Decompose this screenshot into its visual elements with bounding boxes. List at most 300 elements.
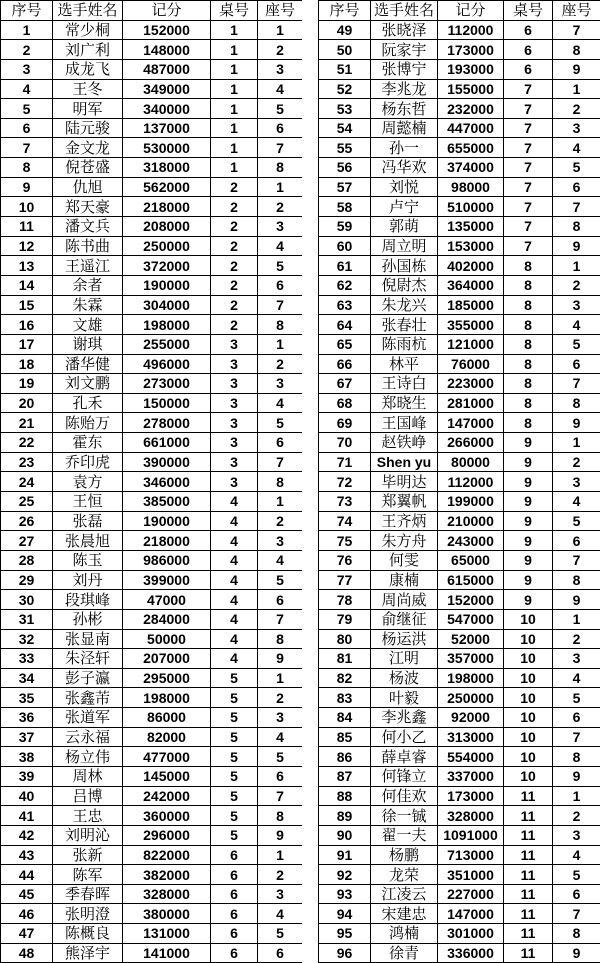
cell-table-number: 6 [504,59,553,79]
table-row [1,570,303,590]
cell-table-number: 8 [504,374,553,394]
cell-table-number: 4 [211,492,258,512]
table-row [1,374,303,394]
cell-player-name: 徐青 [371,943,438,963]
cell-index: 8 [1,158,53,178]
cell-table-number: 7 [504,158,553,178]
cell-score: 266000 [438,433,504,453]
table-row [1,472,303,492]
cell-index: 44 [1,865,53,885]
cell-score: 208000 [123,217,211,237]
cell-seat-number: 6 [258,766,303,786]
table-row [1,158,303,178]
cell-player-name: 朱龙兴 [371,295,438,315]
cell-index: 81 [319,649,371,669]
cell-table-number: 1 [211,20,258,40]
table-row [1,99,303,119]
cell-seat-number: 1 [258,668,303,688]
cell-score: 98000 [438,177,504,197]
cell-seat-number: 8 [553,924,600,944]
cell-table-number: 2 [211,177,258,197]
cell-player-name: 成龙飞 [53,59,123,79]
cell-player-name: 薛卓睿 [371,747,438,767]
cell-score: 355000 [438,315,504,335]
cell-seat-number: 2 [258,511,303,531]
cell-seat-number: 7 [553,197,600,217]
table-row [1,433,303,453]
table-row [1,550,303,570]
cell-index: 22 [1,433,53,453]
cell-seat-number: 8 [553,217,600,237]
cell-seat-number: 6 [553,884,600,904]
cell-score: 198000 [123,688,211,708]
table-row [1,708,303,728]
cell-player-name: 潘华健 [53,354,123,374]
cell-player-name: 张明澄 [53,904,123,924]
cell-score: 155000 [438,79,504,99]
cell-table-number: 1 [211,40,258,60]
cell-table-number: 6 [211,924,258,944]
cell-index: 7 [1,138,53,158]
table-row [1,511,303,531]
cell-seat-number: 1 [553,256,600,276]
cell-table-number: 5 [211,766,258,786]
cell-table-number: 2 [211,197,258,217]
table-row [319,550,600,570]
cell-seat-number: 1 [553,786,600,806]
table-row [1,413,303,433]
cell-index: 47 [1,924,53,944]
cell-table-number: 3 [211,354,258,374]
cell-seat-number: 8 [258,315,303,335]
table-row [319,688,600,708]
cell-seat-number: 5 [258,256,303,276]
cell-table-number: 9 [504,550,553,570]
cell-seat-number: 4 [258,727,303,747]
table-body-left [1,20,303,963]
cell-index: 39 [1,766,53,786]
cell-index: 17 [1,334,53,354]
cell-seat-number: 6 [553,354,600,374]
cell-table-number: 5 [211,727,258,747]
table-row [319,472,600,492]
cell-index: 56 [319,158,371,178]
cell-score: 223000 [438,374,504,394]
cell-index: 73 [319,492,371,512]
header-row [319,1,600,21]
cell-table-number: 10 [504,727,553,747]
cell-player-name: 陈雨杭 [371,334,438,354]
cell-player-name: 周立明 [371,236,438,256]
cell-index: 36 [1,708,53,728]
table-row [319,668,600,688]
cell-table-number: 10 [504,766,553,786]
cell-index: 30 [1,590,53,610]
cell-index: 64 [319,315,371,335]
cell-index: 20 [1,393,53,413]
cell-index: 76 [319,550,371,570]
cell-table-number: 9 [504,452,553,472]
cell-player-name: 翟一夫 [371,825,438,845]
cell-index: 19 [1,374,53,394]
cell-index: 82 [319,668,371,688]
cell-seat-number: 2 [553,452,600,472]
cell-player-name: 杨波 [371,668,438,688]
table-row [319,177,600,197]
cell-table-number: 3 [211,452,258,472]
cell-table-number: 8 [504,275,553,295]
cell-index: 6 [1,118,53,138]
cell-seat-number: 8 [258,472,303,492]
table-row [319,393,600,413]
table-gap [302,0,318,963]
cell-seat-number: 2 [553,99,600,119]
cell-seat-number: 2 [258,688,303,708]
cell-seat-number: 9 [553,943,600,963]
cell-player-name: 孙国栋 [371,256,438,276]
cell-player-name: 朱泾轩 [53,649,123,669]
table-row [1,393,303,413]
table-row [319,452,600,472]
cell-index: 34 [1,668,53,688]
table-row [319,374,600,394]
cell-table-number: 7 [504,138,553,158]
cell-player-name: 俞继征 [371,609,438,629]
table-row [319,158,600,178]
table-row [319,865,600,885]
cell-player-name: 潘文兵 [53,217,123,237]
cell-score: 713000 [438,845,504,865]
table-row [1,20,303,40]
cell-score: 402000 [438,256,504,276]
cell-index: 27 [1,531,53,551]
cell-table-number: 4 [211,649,258,669]
cell-index: 93 [319,884,371,904]
cell-score: 52000 [438,629,504,649]
cell-index: 77 [319,570,371,590]
table-row [1,217,303,237]
cell-player-name: 王诗白 [371,374,438,394]
cell-seat-number: 4 [258,393,303,413]
cell-index: 21 [1,413,53,433]
cell-index: 4 [1,79,53,99]
cell-score: 547000 [438,609,504,629]
cell-score: 190000 [123,511,211,531]
cell-player-name: 杨东哲 [371,99,438,119]
cell-player-name: 阮家宇 [371,40,438,60]
cell-index: 1 [1,20,53,40]
cell-seat-number: 6 [258,275,303,295]
cell-index: 65 [319,334,371,354]
cell-seat-number: 3 [553,472,600,492]
cell-seat-number: 7 [258,138,303,158]
cell-score: 193000 [438,59,504,79]
cell-table-number: 9 [504,590,553,610]
cell-seat-number: 3 [258,59,303,79]
cell-table-number: 5 [211,825,258,845]
table-row [1,609,303,629]
cell-score: 145000 [123,766,211,786]
cell-index: 12 [1,236,53,256]
cell-score: 399000 [123,570,211,590]
cell-score: 242000 [123,786,211,806]
cell-seat-number: 4 [258,236,303,256]
cell-score: 346000 [123,472,211,492]
header-row [1,1,303,21]
cell-player-name: 何锋立 [371,766,438,786]
cell-index: 45 [1,884,53,904]
cell-score: 198000 [438,668,504,688]
cell-seat-number: 5 [553,688,600,708]
cell-seat-number: 7 [553,904,600,924]
table-row [319,275,600,295]
cell-score: 47000 [123,590,211,610]
table-row [319,629,600,649]
cell-player-name: 赵铁峥 [371,433,438,453]
table-row [319,99,600,119]
cell-seat-number: 5 [258,570,303,590]
cell-index: 66 [319,354,371,374]
cell-table-number: 11 [504,806,553,826]
cell-player-name: 杨鹏 [371,845,438,865]
cell-index: 28 [1,550,53,570]
cell-index: 67 [319,374,371,394]
cell-player-name: 杨立伟 [53,747,123,767]
cell-index: 26 [1,511,53,531]
cell-table-number: 7 [504,99,553,119]
cell-score: 227000 [438,884,504,904]
cell-seat-number: 1 [553,433,600,453]
cell-score: 301000 [438,924,504,944]
table-row [1,590,303,610]
cell-index: 89 [319,806,371,826]
table-row [1,629,303,649]
cell-table-number: 3 [211,433,258,453]
cell-score: 80000 [438,452,504,472]
cell-seat-number: 1 [258,20,303,40]
cell-seat-number: 7 [258,295,303,315]
table-row [1,315,303,335]
cell-seat-number: 4 [553,845,600,865]
cell-player-name: 卢宁 [371,197,438,217]
table-row [1,256,303,276]
cell-score: 337000 [438,766,504,786]
cell-score: 152000 [438,590,504,610]
cell-player-name: 鸿楠 [371,924,438,944]
table-row [319,786,600,806]
cell-index: 83 [319,688,371,708]
table-row [1,177,303,197]
cell-seat-number: 1 [553,609,600,629]
cell-seat-number: 3 [553,649,600,669]
table-row [1,59,303,79]
cell-table-number: 1 [211,99,258,119]
cell-index: 61 [319,256,371,276]
cell-index: 63 [319,295,371,315]
cell-seat-number: 9 [258,649,303,669]
table-row [1,845,303,865]
table-row [319,609,600,629]
table-row [1,747,303,767]
cell-seat-number: 7 [258,609,303,629]
cell-index: 9 [1,177,53,197]
cell-index: 40 [1,786,53,806]
cell-seat-number: 3 [553,118,600,138]
cell-player-name: 刘悦 [371,177,438,197]
table-row [319,590,600,610]
cell-score: 496000 [123,354,211,374]
table-row [1,943,303,963]
cell-seat-number: 4 [553,492,600,512]
cell-index: 24 [1,472,53,492]
cell-seat-number: 2 [258,865,303,885]
cell-index: 88 [319,786,371,806]
table-row [1,295,303,315]
cell-score: 380000 [123,904,211,924]
cell-score: 510000 [438,197,504,217]
cell-table-number: 11 [504,924,553,944]
table-row [1,806,303,826]
cell-seat-number: 5 [258,924,303,944]
table-row [319,334,600,354]
cell-index: 60 [319,236,371,256]
table-row [1,452,303,472]
table-row [1,924,303,944]
table-row [319,904,600,924]
cell-table-number: 10 [504,688,553,708]
table-row [319,295,600,315]
cell-player-name: 林平 [371,354,438,374]
cell-player-name: 张博宁 [371,59,438,79]
cell-player-name: 张晨旭 [53,531,123,551]
cell-seat-number: 4 [258,904,303,924]
cell-score: 562000 [123,177,211,197]
table-row [1,688,303,708]
cell-score: 218000 [123,531,211,551]
cell-score: 147000 [438,904,504,924]
cell-table-number: 2 [211,256,258,276]
cell-table-number: 9 [504,433,553,453]
cell-table-number: 6 [211,884,258,904]
cell-player-name: 朱方舟 [371,531,438,551]
cell-table-number: 7 [504,177,553,197]
cell-index: 48 [1,943,53,963]
header-table-number: 桌号 [504,1,553,21]
table-row [319,649,600,669]
cell-seat-number: 3 [258,884,303,904]
cell-player-name: 倪苍盛 [53,158,123,178]
cell-table-number: 5 [211,806,258,826]
cell-index: 80 [319,629,371,649]
cell-table-number: 4 [211,531,258,551]
cell-player-name: 金文龙 [53,138,123,158]
cell-score: 137000 [123,118,211,138]
table-row [1,40,303,60]
cell-seat-number: 7 [553,550,600,570]
header-seat-number: 座号 [258,1,303,21]
cell-index: 32 [1,629,53,649]
cell-player-name: 谢琪 [53,334,123,354]
cell-table-number: 6 [504,20,553,40]
header-index: 序号 [319,1,371,21]
header-table-number: 桌号 [211,1,258,21]
table-row [319,708,600,728]
cell-table-number: 6 [211,904,258,924]
cell-index: 38 [1,747,53,767]
cell-index: 18 [1,354,53,374]
cell-index: 85 [319,727,371,747]
cell-index: 5 [1,99,53,119]
table-row [1,354,303,374]
cell-player-name: 何佳欢 [371,786,438,806]
cell-score: 360000 [123,806,211,826]
cell-seat-number: 8 [553,747,600,767]
cell-score: 153000 [438,236,504,256]
cell-table-number: 1 [211,138,258,158]
cell-player-name: 宋建忠 [371,904,438,924]
cell-score: 487000 [123,59,211,79]
cell-seat-number: 9 [553,590,600,610]
cell-seat-number: 8 [553,570,600,590]
cell-seat-number: 4 [258,550,303,570]
cell-seat-number: 1 [258,177,303,197]
cell-table-number: 8 [504,295,553,315]
header-seat-number: 座号 [553,1,600,21]
cell-table-number: 3 [211,393,258,413]
cell-index: 72 [319,472,371,492]
cell-table-number: 3 [211,413,258,433]
cell-seat-number: 9 [258,825,303,845]
cell-index: 10 [1,197,53,217]
cell-table-number: 2 [211,217,258,237]
cell-player-name: 杨运洪 [371,629,438,649]
cell-table-number: 10 [504,747,553,767]
cell-seat-number: 9 [553,59,600,79]
cell-table-number: 7 [504,217,553,237]
cell-player-name: 江明 [371,649,438,669]
cell-player-name: 何小乙 [371,727,438,747]
table-row [319,413,600,433]
cell-index: 70 [319,433,371,453]
cell-score: 207000 [123,649,211,669]
cell-table-number: 6 [211,943,258,963]
cell-seat-number: 7 [258,786,303,806]
cell-player-name: 王齐炳 [371,511,438,531]
cell-score: 296000 [123,825,211,845]
header-player-name: 选手姓名 [53,1,123,21]
cell-score: 477000 [123,747,211,767]
cell-index: 71 [319,452,371,472]
cell-seat-number: 1 [258,845,303,865]
table-body-right [319,20,600,963]
cell-seat-number: 2 [258,197,303,217]
cell-table-number: 8 [504,354,553,374]
cell-table-number: 4 [211,609,258,629]
cell-player-name: 孙一 [371,138,438,158]
cell-table-number: 10 [504,609,553,629]
cell-player-name: 龙荣 [371,865,438,885]
cell-score: 313000 [438,727,504,747]
cell-score: 243000 [438,531,504,551]
cell-index: 92 [319,865,371,885]
table-row [1,334,303,354]
table-row [1,138,303,158]
cell-score: 328000 [438,806,504,826]
cell-seat-number: 4 [553,138,600,158]
cell-score: 278000 [123,413,211,433]
score-table-right [318,0,600,963]
cell-seat-number: 6 [553,177,600,197]
